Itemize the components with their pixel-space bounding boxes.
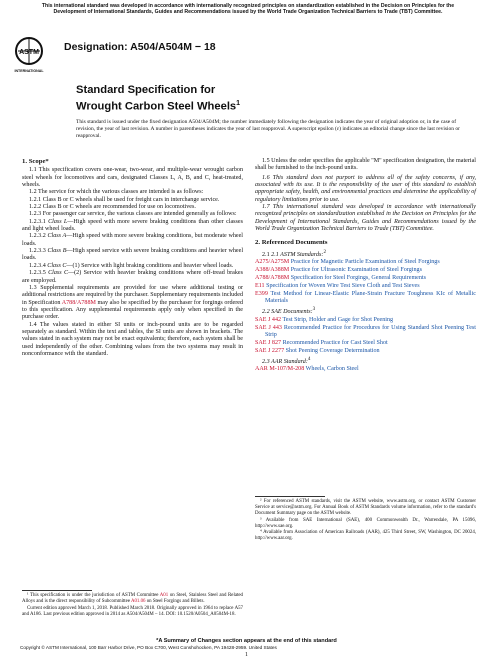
sae-documents-label: 2.2 SAE Documents:$^3$	[262, 306, 316, 316]
para-1-1: 1.1 This specification covers one-wear, two-wear, and multiple-wear wrought carbon steel wheels for locomotives and cars, designated Classes L, A, B, and C, heat-treated, wheels.	[22, 167, 243, 189]
reference-title[interactable]: Shot Peening Coverage Determination	[284, 347, 380, 354]
reference-title[interactable]: Wheels, Carbon Steel	[304, 366, 359, 373]
page-number: 1	[245, 652, 248, 658]
reference-code[interactable]: SAE J 2277	[255, 347, 285, 354]
reference-code[interactable]: AAR M-107/M-208	[255, 366, 305, 373]
reference-code[interactable]: SAE J 443	[255, 324, 282, 331]
reference-title[interactable]: Practice for Ultrasonic Examination of Steel Forgings	[289, 267, 422, 274]
link-a01[interactable]: A01	[159, 593, 169, 598]
para-1-2-3-1: 1.2.3.1 Class L—High speed with more severe braking conditions than other classes and light wheel loads.	[22, 218, 243, 233]
reference-item[interactable]	[255, 366, 476, 373]
aar-standard-label: 2.3 AAR Standard:$^4$	[262, 355, 311, 365]
reference-title[interactable]: Recommended Practice for Cast Steel Shot	[281, 339, 388, 346]
reference-title[interactable]: Test Method for Linear-Elastic Plane-Strain Fracture Toughness KIc of Metallic Materials	[265, 290, 476, 305]
link-a788[interactable]: A788/A788M	[61, 299, 96, 306]
para-1-2-2: 1.2.2 Class B or C wheels are recommended for use on locomotives.	[29, 204, 196, 211]
reference-item[interactable]	[255, 259, 476, 266]
para-1-2-3: 1.2.3 For passenger car service, the various classes are intended generally as follows:	[29, 211, 237, 218]
para-1-2-1: 1.2.1 Class B or C wheels shall be used for freight cars in interchange service.	[29, 196, 220, 203]
para-1-2: 1.2 The service for which the various classes are intended is as follows:	[29, 189, 204, 196]
astm-standards-label: 2.1 2.1 ASTM Standards:$^2$	[262, 248, 326, 258]
footnote-1	[22, 593, 243, 618]
reference-item[interactable]	[255, 275, 476, 282]
wto-notice: This international standard was developed in accordance with internationally recognized principles on standardization established in the Decision on Principles for the Development of International Standards, Guides and Recommendations issued by the World Trade Organization Technical Barriers to Trade (TBT) Committee.	[41, 3, 455, 16]
title-line-1: Standard Specification for	[76, 84, 216, 96]
scope-heading: 1. Scope*	[22, 158, 49, 165]
reference-code[interactable]: E399	[255, 290, 268, 297]
title-footnote-mark: 1	[236, 100, 241, 107]
footnote-rule-right	[255, 496, 325, 497]
reference-item[interactable]	[255, 267, 476, 274]
reference-title[interactable]: Specification for Woven Wire Test Sieve Cloth and Test Sieves	[264, 282, 420, 289]
para-1-5: 1.5 Unless the order specifies the applicable "M" specification designation, the material shall be furnished to the inch-pound units.	[255, 158, 476, 172]
right-column	[255, 158, 476, 374]
reference-item[interactable]	[255, 291, 476, 306]
para-1-2-3-4: 1.2.3.4 Class C—(1) Service with light braking conditions and heavier wheel loads.	[29, 262, 234, 269]
para-1-2-3-2: 1.2.3.2 Class A—High speed with more severe braking conditions, but moderate wheel loads.	[22, 233, 243, 247]
reference-item[interactable]	[255, 348, 476, 355]
reference-title[interactable]: Practice for Magnetic Particle Examination of Steel Forgings	[289, 259, 440, 266]
para-1-2-3-5: 1.2.3.5 Class C—(2) Service with heavier braking conditions where off-tread brakes are employed.	[22, 270, 244, 284]
right-footnotes	[255, 499, 476, 543]
document-title	[76, 84, 240, 114]
reference-code[interactable]: SAE J 827	[255, 339, 282, 346]
reference-title[interactable]: Recommended Practice for Procedures for Using Standard Shot Peening Test Strip	[265, 324, 476, 338]
designation: Designation: A504/A504M − 18	[64, 41, 216, 53]
reference-item[interactable]	[255, 317, 476, 324]
astm-logo	[14, 36, 44, 76]
reference-code[interactable]: A788/A788M	[255, 275, 290, 282]
para-1-6: 1.6 This standard does not purport to address all of the safety concerns, if any, associated with its use. It is the responsibility of the user of this standard to establish appropriate safety, health, and environmental practices and determine the applicability of regulatory limitations prior to use.	[255, 174, 476, 203]
aar-reference-list	[255, 366, 476, 373]
sae-reference-list	[255, 317, 476, 356]
reference-code[interactable]: SAE J 442	[255, 316, 282, 323]
reference-title[interactable]: Specification for Steel Forgings, General Requirements	[289, 275, 426, 282]
para-1-4: 1.4 The values stated in either SI units or inch-pound units are to be regarded separately as standard. Within the text and tables, the SI units are shown in brackets. The values stated in each system may not be exact equivalents; therefore, each system shall be used independently of the other. Combining values from the two systems may result in nonconformance with the standard.	[22, 321, 243, 357]
footnote-rule-left	[22, 590, 92, 591]
title-line-2: Wrought Carbon Steel Wheels$^1$	[76, 100, 241, 113]
logo-caption: INTERNATIONAL	[14, 69, 44, 73]
copyright-line: Copyright © ASTM International, 100 Barr Harbor Drive, PO Box C700, West Conshohocken, PA 19428-2959. United States	[20, 645, 277, 650]
footnote-1-para-2: Current edition approved March 1, 2018. Published March 2018. Originally approved in 1964 to replace A57 and A186. Last previous edition approved in 2014 as A504/A504M – 14. DOI: 10.1520/A0504_A0504M-18.	[22, 605, 243, 617]
para-1-2-3-3: 1.2.3.3 Class B—High speed service with severe braking conditions and heavier wheel loads.	[22, 248, 244, 262]
reference-item[interactable]	[255, 283, 476, 290]
para-1-3: 1.3 Supplemental requirements are provided for use where additional testing or additional restrictions are required by the purchaser. Supplementary requirements included in Specification A788/A788M may also be specified by the purchaser for forgings ordered to this specification. Any supplemental requirements apply only when specified in the purchase order.	[22, 284, 243, 321]
footnote-4: ⁴ Available from Association of American Railroads (AAR), 425 Third Street, SW, Washington, DC 20024, http://www.aar.org.	[255, 530, 476, 542]
references-heading: 2. Referenced Documents	[255, 239, 328, 247]
footnote-3: ³ Available from SAE International (SAE), 400 Commonwealth Dr., Warrendale, PA 15096, http://www.sae.org.	[255, 517, 476, 529]
reference-code[interactable]: A388/A388M	[255, 267, 290, 274]
astm-reference-list	[255, 259, 476, 305]
logo-letters: ASTM	[19, 49, 39, 56]
footnote-1-para-1: ¹ This specification is under the jurisdiction of ASTM Committee A01 on Steel, Stainless Steel and Related Alloys and is the direct responsibility of Subcommittee A01.06 on Steel Forgings and Billets.	[22, 593, 243, 604]
issuance-note: This standard is issued under the fixed designation A504/A504M; the number immediately following the designation indicates the year of original adoption or, in the case of revision, the year of last revision. A number in parentheses indicates the year of last reapproval. A superscript epsilon (ε) indicates an editorial change since the last revision or reapproval.	[76, 119, 460, 139]
left-column	[22, 158, 243, 358]
para-1-7: 1.7 This international standard was developed in accordance with internationally recognized principles on standardization established in the Decision on Principles for the Development of International Standards, Guides and Recommendations issued by the World Trade Organization Technical Barriers to Trade (TBT) Committee.	[255, 204, 476, 233]
link-a01-06[interactable]: A01.06	[130, 599, 146, 604]
summary-of-changes-note: *A Summary of Changes section appears at the end of this standard	[156, 638, 337, 644]
reference-item[interactable]	[255, 340, 476, 347]
reference-title[interactable]: Test Strip, Holder and Gage for Shot Peening	[281, 316, 394, 323]
footnote-2: ² For referenced ASTM standards, visit the ASTM website, www.astm.org, or contact ASTM Customer Service at service@astm.org. For Annual Book of ASTM Standards volume information, refer to the standard's Document Summary page on the ASTM website.	[255, 499, 476, 516]
reference-code[interactable]: E11	[255, 282, 265, 289]
reference-code[interactable]: A275/A275M	[255, 259, 290, 266]
reference-item[interactable]	[255, 325, 476, 340]
